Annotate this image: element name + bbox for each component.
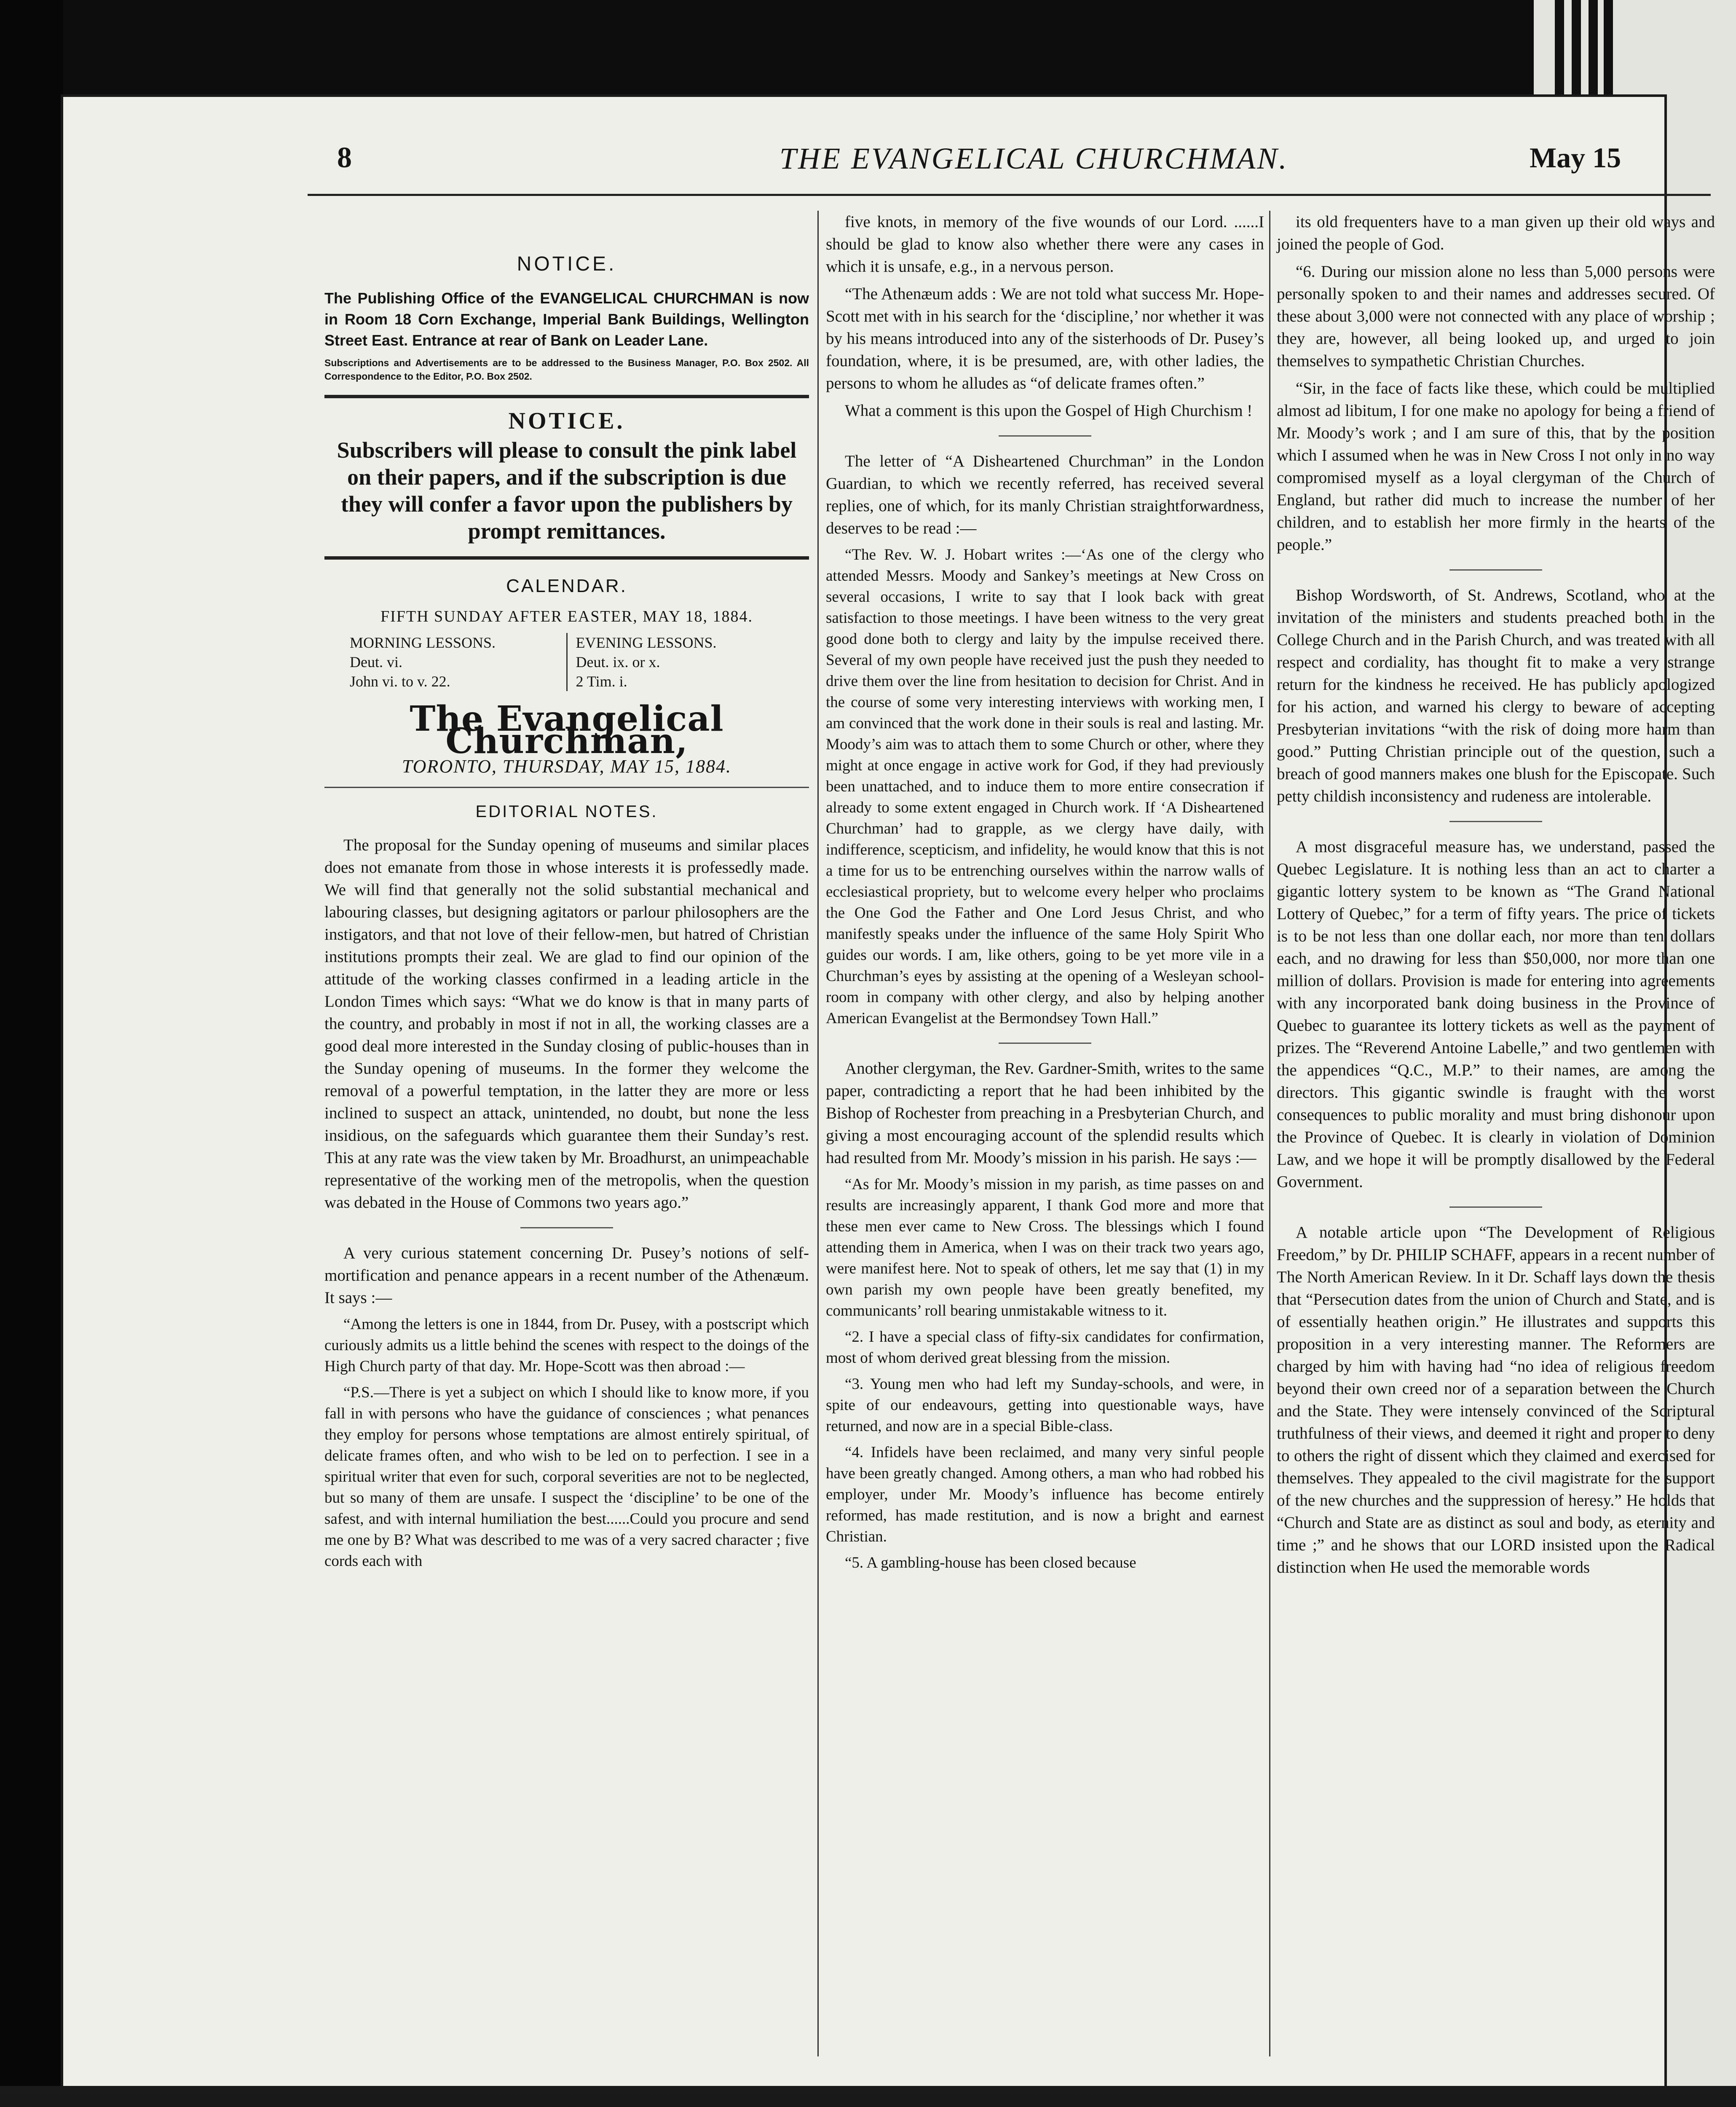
divider — [1449, 821, 1542, 822]
newspaper-page — [63, 97, 1715, 2086]
film-border-left — [0, 0, 63, 2107]
column-divider — [1269, 211, 1270, 2056]
article-paragraph: Bishop Wordsworth, of St. Andrews, Scotland, who at the invitation of the ministers and students preached both in the College Church and in the Parish Church, and was treated with all respect and cordiality, has thought fit to make a very strange return for the kindness he received. He has publicly apologized for his action, and warned his clergy to beware of accepting Presbyterian invitations “with the risk of doing more harm than good.” Putting Christian principle out of the question, such a breach of good manners makes one blush for the Episcopate. Such petty childish inconsistency and rudeness are intolerable. — [1277, 586, 1715, 805]
lessons-table — [324, 633, 809, 691]
editorial-paragraph: The proposal for the Sunday opening of museums and similar places does not emanate from those in whose interests it is professedly made. We will find that generally not the solid substantial mechanical and labouring classes, but designing agitators or parlour philosophers are the instigators, and that not love of their fellow-men, but hatred of Christian institutions prompts their zeal. We are glad to find our opinion of the attitude of the working classes confirmed in a leading article in the London Times which says: “What we do know is that in many parts of the country, and probably in most if not in all, the working classes are a good deal more interested in the Sunday closing of public-houses than in the Sunday opening of museums. In the former they welcome the removal of a powerful temptation, in the latter they are more or less inclined to suspect an attack, unintended, no doubt, but none the less insidious, on the safeguards which guarantee them their Sunday’s rest. This at any rate was the view taken by Mr. Broadhurst, an unimpeachable representative of the working men of the metropolis, when the question was debated in the House of Commons two years ago.” — [324, 836, 809, 1212]
morning-lessons — [341, 633, 566, 691]
article-quote: “The Rev. W. J. Hobart writes :—‘As one of the clergy who attended Messrs. Moody and Sankey’s meetings at New Cross on several occasions, I write to say that I look back with great satisfaction to those meetings. I have been witness to the very great good done both to clergy and laity by the impulse received there. Several of my own people have received just the push they needed to drive them over the line from hesitation to decision for Christ. And in the course of some very interesting interviews with working men, I am convinced that the work done in their souls is real and lasting. Mr. Moody’s aim was to attach them to some Church or other, where they might at once engage in active work for God, if they had previously been unattached, and to induce them to more entire consecration if already to some extent engaged in Church work. If ‘A Disheartened Churchman’ had to grapple, as we clergy have daily, with indifference, scepticism, and infidelity, he would know that this is not a time for us to be entrenching ourselves within the narrow walls of ecclesiastical propriety, but to welcome every helper who proclaims the One God the Father and One Lord Jesus Christ, and who manifestly speaks under the influence of the same Holy Spirit Who guides our words. I am, like others, going to be yet more vile in a Churchman’s eyes by assisting at the opening of a Wesleyan school-room in company with other clergy, and also by helping another American Evangelist at the Bermondsey Town Hall.” — [826, 546, 1264, 1027]
divider — [1449, 569, 1542, 571]
article-paragraph: Another clergyman, the Rev. Gardner-Smith, writes to the same paper, contradicting a report that he had been inhibited by the Bishop of Rochester from preaching in a Presbyterian Church, and giving a most encouraging account of the splendid results which had resulted from Mr. Moody’s mission in his parish. He says :— — [826, 1059, 1264, 1167]
header-rule — [308, 194, 1711, 196]
editorial-paragraph: A very curious statement concerning Dr. Pusey’s notions of self-mortification and penance appears in a recent number of the Athenæum. It says :— — [324, 1244, 809, 1307]
article-paragraph: five knots, in memory of the five wounds of our Lord. ......I should be glad to know also whether there were any cases in which it is unsafe, e.g., in a nervous person. — [826, 213, 1264, 276]
column-3 — [1277, 211, 1715, 1584]
column-divider — [817, 211, 819, 2056]
notice-subscriptions: Subscriptions and Advertisements are to be addressed to the Business Manager, P.O. Box 2502. All Correspondence to the Editor, P.O. Box 2502. — [324, 357, 809, 382]
divider — [999, 1043, 1091, 1044]
notice2-body: Subscribers will please to consult the pink label on their papers, and if the subscription is due they will confer a favor upon the publishers by prompt remittances. — [337, 437, 797, 544]
column-1 — [324, 211, 809, 1577]
evening-lesson-1: Deut. ix. or x. — [576, 654, 660, 670]
column-2 — [826, 211, 1264, 1579]
evening-lesson-2: 2 Tim. i. — [576, 673, 627, 690]
notice-body: The Publishing Office of the EVANGELICAL CHURCHMAN is now in Room 18 Corn Exchange, Imperial Bank Buildings, Wellington Street East. Entrance at rear of Bank on Leader Lane. — [324, 290, 809, 349]
masthead-title: The Evangelical Churchman, — [410, 699, 724, 761]
morning-lesson-1: Deut. vi. — [350, 654, 402, 670]
divider — [324, 787, 809, 788]
article-paragraph: “The Athenæum adds : We are not told what success Mr. Hope-Scott met with in his search for the ‘discipline,’ nor whether it was by his means introduced into any of the sisterhoods of Dr. Pusey’s foundation, where, it is be presumed, are, with other ladies, the persons to whom he alludes as “of delicate frames often.” — [826, 285, 1264, 392]
morning-lesson-2: John vi. to v. 22. — [350, 673, 450, 690]
article-paragraph: A notable article upon “The Development of Religious Freedom,” by Dr. PHILIP SCHAFF, appears in a recent number of The North American Review. In it Dr. Schaff lays down the thesis that “Persecution dates from the union of Church and State, and is of essentially heathen origin.” He illustrates and supports this proposition in a very interesting manner. The Reformers are charged by him with having had “no idea of religious freedom beyond their own creed nor of a separation between the Church and the State. They were intensely convinced of the Scriptural truthfulness of their views, and deemed it right and proper to deny to others the right of dissent which they claimed and exercised for themselves. They appealed to the civil magistrate for the support of the new churches and the suppression of heresy.” He holds that “Church and State are as distinct as soul and body, as eternity and time ;” and he shows that our LORD insisted upon the Radical distinction when He used the memorable words — [1277, 1223, 1715, 1576]
article-quote: “As for Mr. Moody’s mission in my parish, as time passes on and results are increasingly apparent, I thank God more and more that these men ever came to New Cross. The blessings which I found attending them in America, when I was on their track two years ago, were manifest here. Not to speak of others, let me say that (1) in my own parish my own people have been greatly benefited, my communicants’ roll bearing unmistakable witness to it. — [826, 1176, 1264, 1319]
article-quote: “4. Infidels have been reclaimed, and many very sinful people have been greatly changed. Among others, a man who had robbed his employer, under Mr. Moody’s influence has become entirely reformed, has made restitution, and is now a bright and earnest Christian. — [826, 1444, 1264, 1545]
article-paragraph: “Sir, in the face of facts like these, which could be multiplied almost ad libitum, I for one make no apology for being a friend of Mr. Moody’s work ; and I am sure of this, that by the position which I assumed when he was in New Cross I not only in no way compromised myself as a loyal clergyman of the Church of England, but rather did much to increase the number of her children, and to establish her more firmly in the hearts of the people.” — [1277, 379, 1715, 554]
morning-heading: MORNING LESSONS. — [350, 634, 496, 651]
divider — [999, 435, 1091, 437]
microfilm-shadow — [0, 2086, 1736, 2107]
divider — [520, 1227, 613, 1228]
editorial-quote: “P.S.—There is yet a subject on which I should like to know more, if you fall in with persons who have the guidance of consciences ; what penances they employ for persons whose temptations are almost entirely spiritual, of delicate frames often, and who wish to be led on to perfection. I see in a spiritual writer that even for such, corporal severities are not to be neglected, but so many of them are unsafe. I suspect the ‘discipline’ to be one of the safest, and with internal humiliation the best......Could you procure and send me one by B? What was described to me was of a very sacred character ; five cords each with — [324, 1384, 809, 1570]
page-header — [337, 133, 1736, 200]
editorial-quote: “Among the letters is one in 1844, from Dr. Pusey, with a postscript which curiously admits us a little behind the scenes with respect to the doings of the High Church party of that day. Mr. Hope-Scott was then abroad :— — [324, 1316, 809, 1375]
evening-lessons — [566, 633, 793, 691]
notice2-heading: NOTICE. — [508, 408, 625, 434]
evening-heading: EVENING LESSONS. — [576, 634, 717, 651]
article-paragraph: A most disgraceful measure has, we understand, passed the Quebec Legislature. It is nothing less than an act to charter a gigantic lottery system to be known as “The Grand National Lottery of Quebec,” for a term of fifty years. The price of tickets is to be not less than one dollar each, nor more than ten dollars each, and no drawing for less than $50,000, nor more than one million of dollars. Provision is made for entering into agreements with any incorporated bank doing business in the Province of Quebec to guarantee its lottery tickets as well as the payment of prizes. The “Reverend Antoine Labelle,” and two gentlemen with the appendices “Q.C., M.P.” to their names, are among the directors. This gigantic swindle is fraught with the worst consequences to public morality and must bring dishonour upon the Province of Quebec. It is clearly in violation of Dominion Law, and we hope it will be promptly disallowed by the Federal Government. — [1277, 838, 1715, 1191]
article-paragraph: The letter of “A Disheartened Churchman” in the London Guardian, to which we recently referred, has received several replies, one of which, for its manly Christian straightforwardness, deserves to be read :— — [826, 452, 1264, 537]
page-number: 8 — [337, 142, 352, 174]
divider — [324, 556, 809, 560]
editorial-heading: EDITORIAL NOTES. — [475, 802, 658, 821]
article-quote: “5. A gambling-house has been closed because — [845, 1554, 1136, 1571]
dateline: TORONTO, THURSDAY, MAY 15, 1884. — [402, 756, 732, 777]
article-quote: “2. I have a special class of fifty-six candidates for confirmation, most of whom derived great blessing from the mission. — [826, 1328, 1264, 1367]
divider — [324, 395, 809, 398]
article-paragraph: its old frequenters have to a man given up their old ways and joined the people of God. — [1277, 213, 1715, 253]
running-title: THE EVANGELICAL CHURCHMAN. — [780, 142, 1289, 175]
article-paragraph: “6. During our mission alone no less than 5,000 persons were personally spoken to and their names and addresses secured. Of these about 3,000 were not connected with any place of worship ; they are, however, all being looked up, and urged to join themselves to sympathetic Christian Churches. — [1277, 263, 1715, 370]
calendar-heading: CALENDAR. — [506, 576, 627, 596]
notice-heading: NOTICE. — [517, 253, 617, 275]
calendar-sunday: FIFTH SUNDAY AFTER EASTER, MAY 18, 1884. — [380, 608, 753, 625]
divider — [1449, 1206, 1542, 1208]
article-paragraph: What a comment is this upon the Gospel of High Churchism ! — [845, 402, 1253, 420]
issue-date: May 15 — [1530, 142, 1621, 174]
article-quote: “3. Young men who had left my Sunday-schools, and were, in spite of our endeavours, getting into questionable ways, have returned, and now are in a special Bible-class. — [826, 1375, 1264, 1435]
